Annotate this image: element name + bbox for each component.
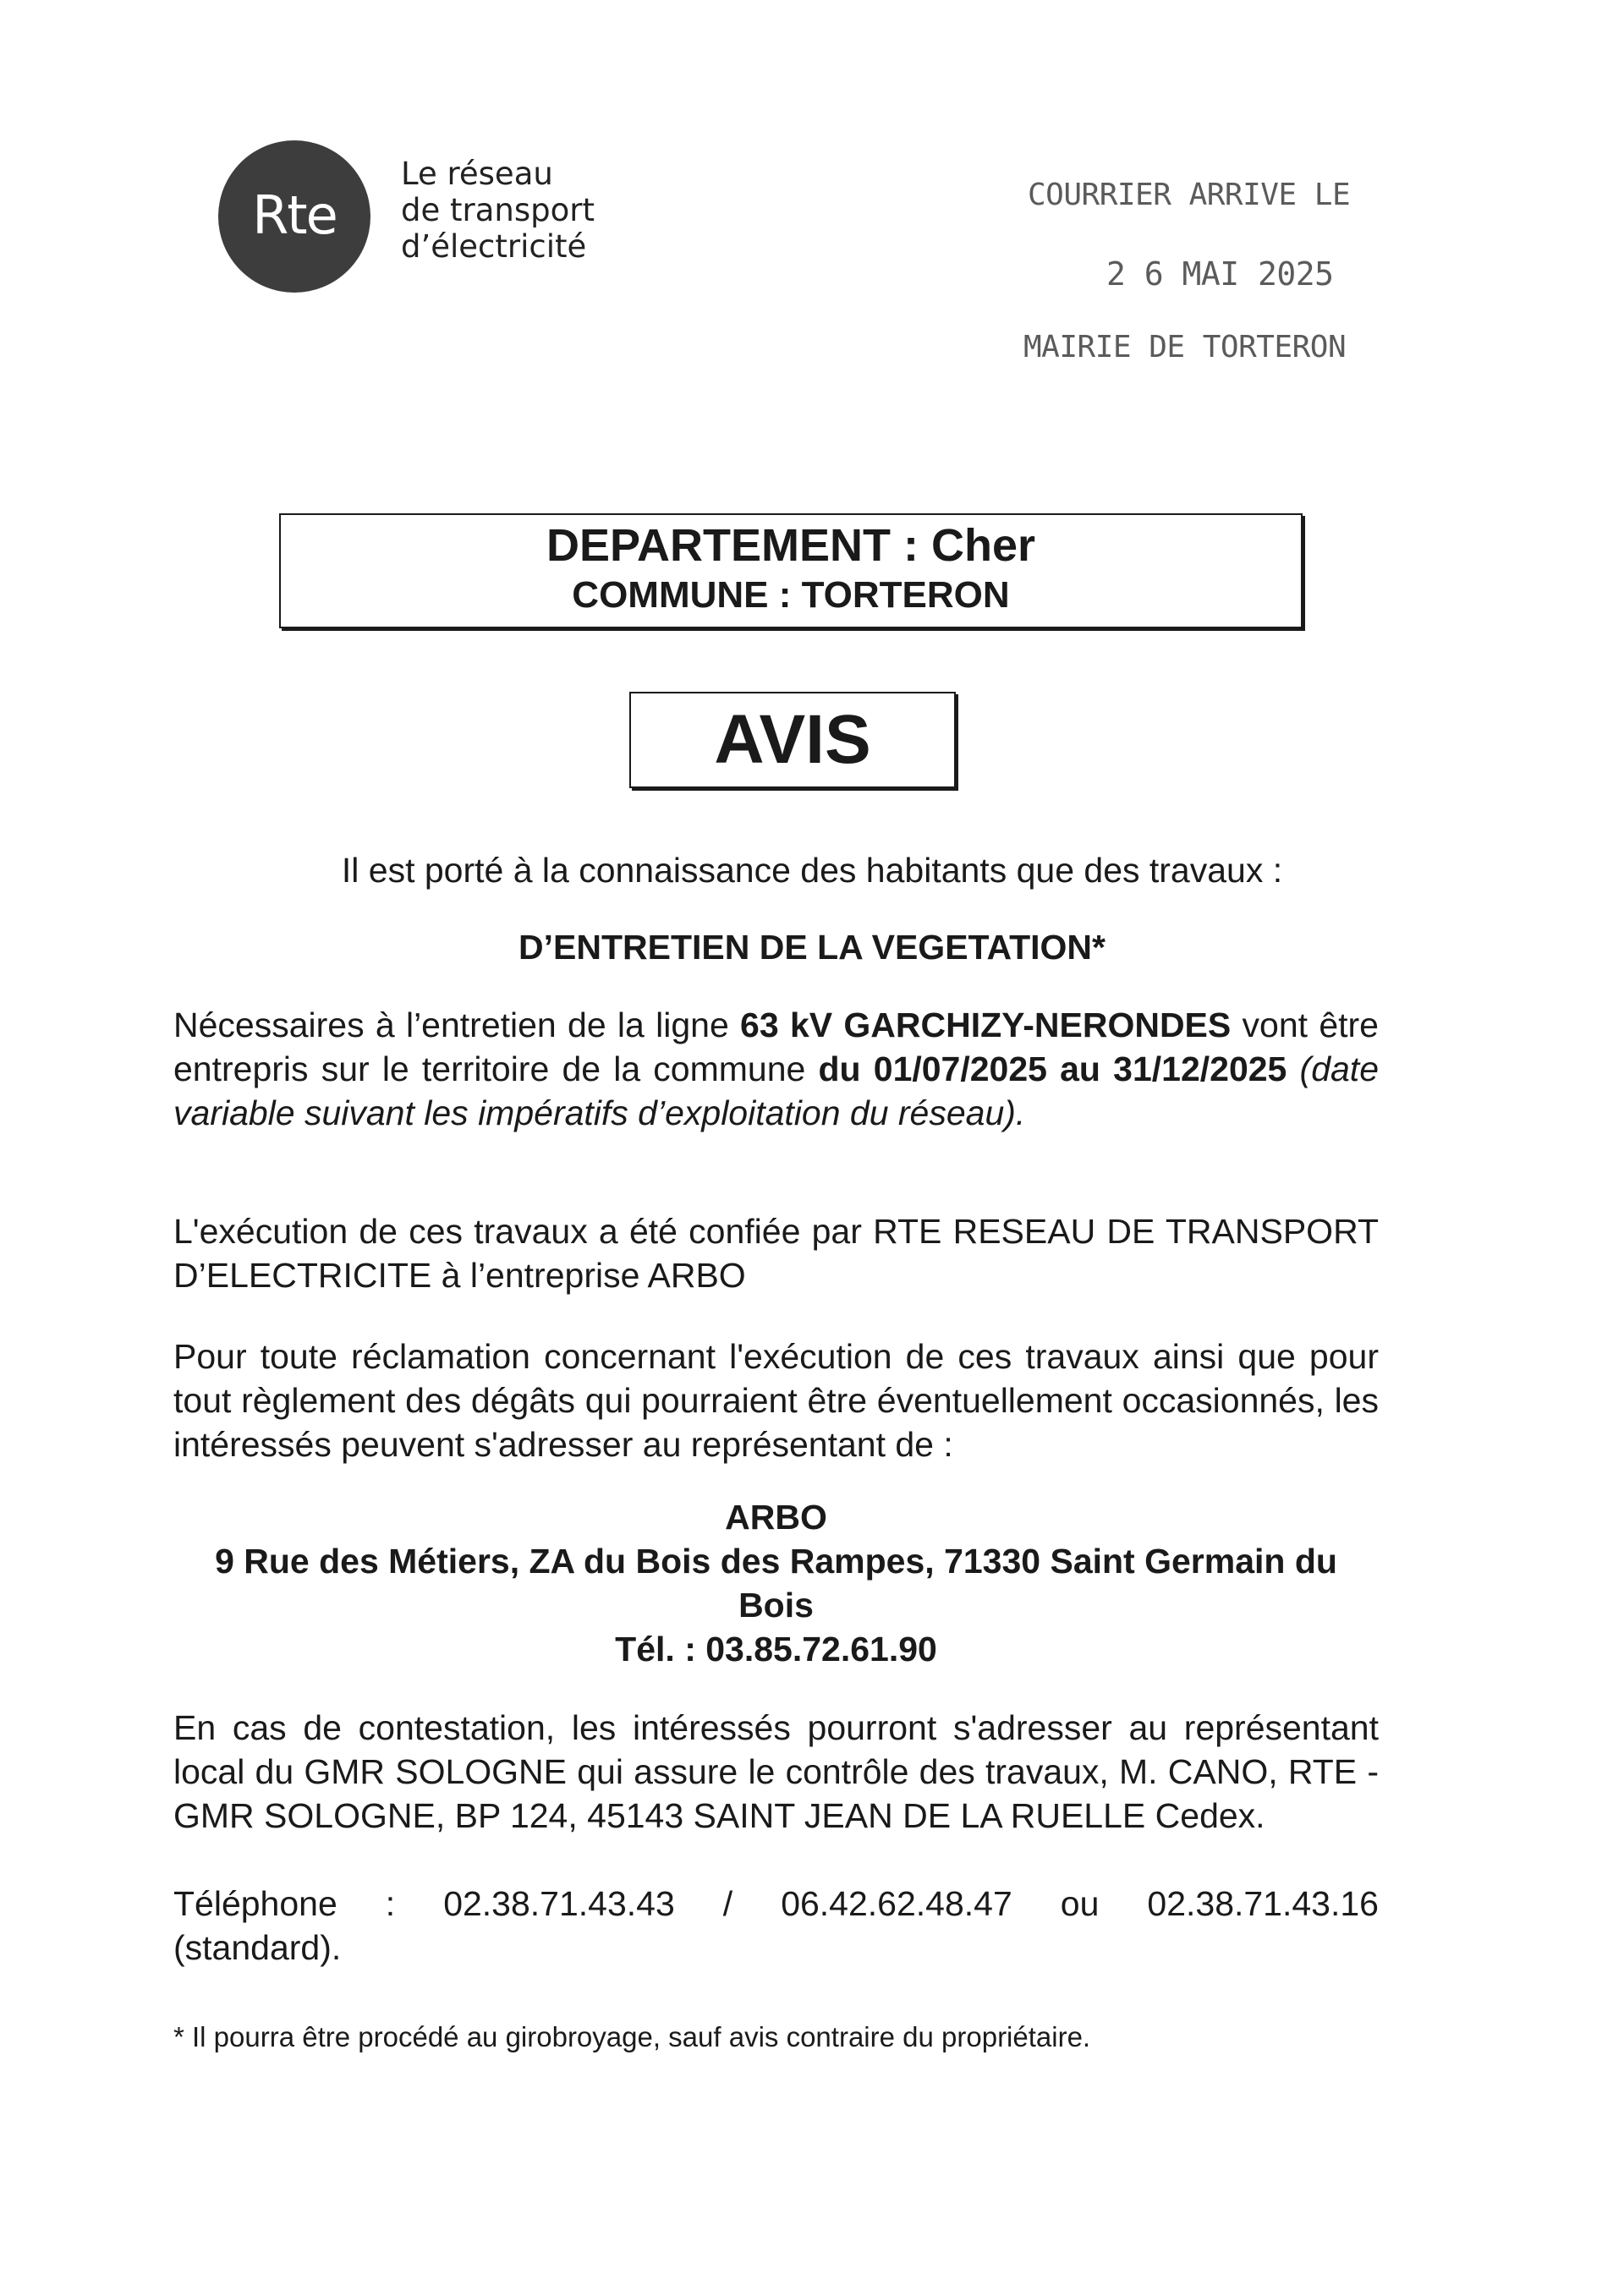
- work-dates: du 01/07/2025 au 31/12/2025: [818, 1049, 1287, 1088]
- stamp-received-date: 2 6 MAI 2025: [1106, 255, 1334, 293]
- work-heading: D’ENTRETIEN DE LA VEGETATION*: [518, 928, 1106, 967]
- power-line-name: 63 kV GARCHIZY-NERONDES: [740, 1006, 1232, 1044]
- contractor-name: ARBO: [725, 1498, 827, 1537]
- avis-title: AVIS: [629, 692, 956, 788]
- rte-logo-mark: Rte: [252, 184, 337, 246]
- departement-label: DEPARTEMENT : Cher: [546, 520, 1036, 571]
- location-box: [279, 513, 1303, 628]
- contractor-block: [173, 1495, 1379, 1671]
- rte-tagline: [401, 156, 595, 265]
- work-description-text-1: Nécessaires à l’entretien de la ligne: [173, 1006, 741, 1044]
- tagline-line-2: de transport: [401, 192, 595, 228]
- stamp-mairie: MAIRIE DE TORTERON: [1023, 330, 1347, 364]
- rte-logo: [218, 140, 370, 293]
- telephone-line: Téléphone : 02.38.71.43.43 / 06.42.62.48.47 ou 02.38.71.43.16: [173, 1882, 1379, 1926]
- tagline-line-1: Le réseau: [401, 156, 553, 192]
- commune-label: COMMUNE : TORTERON: [572, 574, 1010, 616]
- contractor-phone: Tél. : 03.85.72.61.90: [615, 1630, 937, 1669]
- contractor-assignment: L'exécution de ces travaux a été confiée par RTE RESEAU DE TRANSPORT D’ELECTRICITE à l’entreprise ARBO: [173, 1212, 1379, 1295]
- telephone-number-1: 02.38.71.43.43: [443, 1884, 675, 1923]
- contractor-address: 9 Rue des Métiers, ZA du Bois des Rampes, 71330 Saint Germain du Bois: [215, 1542, 1337, 1625]
- telephone-label: Téléphone: [173, 1884, 337, 1923]
- telephone-suffix: (standard).: [173, 1928, 342, 1967]
- stamp-received-label: COURRIER ARRIVE LE: [1028, 178, 1351, 212]
- claims-paragraph: Pour toute réclamation concernant l'exécution de ces travaux ainsi que pour tout règlement des dégâts qui pourraient être éventuellement occasionnés, les intéressés peuvent s'adresser au représentant de :: [173, 1337, 1379, 1464]
- telephone-number-3: 02.38.71.43.16: [1147, 1884, 1379, 1923]
- intro-text: Il est porté à la connaissance des habitants que des travaux :: [341, 851, 1283, 890]
- footnote: * Il pourra être procédé au girobroyage, sauf avis contraire du propriétaire.: [173, 2021, 1091, 2052]
- dispute-paragraph: En cas de contestation, les intéressés pourront s'adresser au représentant local du GMR SOLOGNE qui assure le contrôle des travaux, M. CANO, RTE - GMR SOLOGNE, BP 124, 45143 SAINT JEAN DE LA RUELLE Cedex.: [173, 1708, 1379, 1835]
- work-description-text-2: vont être entrepris sur le territoire de la commune: [173, 1006, 1379, 1088]
- tagline-line-3: d’électricité: [401, 228, 587, 265]
- telephone-number-2: 06.42.62.48.47: [781, 1884, 1012, 1923]
- date-note: (date variable suivant les impératifs d’exploitation du réseau).: [173, 1049, 1379, 1132]
- work-description: [173, 1003, 1379, 1135]
